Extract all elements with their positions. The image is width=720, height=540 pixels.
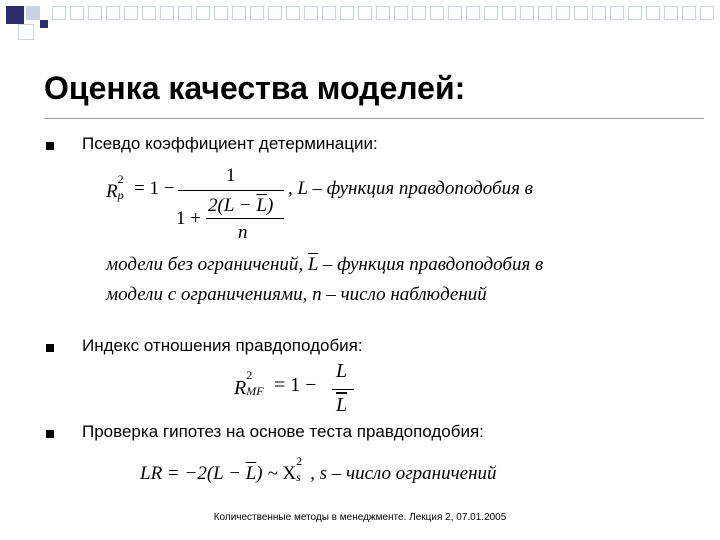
- formula1-line3: модели с ограничениями, n – число наблюдений: [106, 284, 487, 305]
- slide-title: Оценка качества моделей:: [44, 70, 466, 106]
- formula1-eq: = 1 −: [134, 178, 175, 199]
- formula2-lhs: R 2 MF: [234, 368, 264, 399]
- formula1-numerator: 1: [226, 165, 236, 186]
- slide-footer: Количественные методы в менеджменте. Лекция 2, 07.01.2005: [213, 512, 507, 523]
- formula1-lhs: R 2 p: [106, 172, 124, 202]
- bullet-3-text: Проверка гипотез на основе теста правдоподобия:: [82, 422, 484, 441]
- bullet-marker: [46, 430, 54, 438]
- inner-fraction-bar: [206, 218, 284, 219]
- bullet-marker: [46, 142, 54, 150]
- bullet-2-text: Индекс отношения правдоподобия:: [82, 336, 363, 355]
- formula2-numerator: L: [336, 360, 348, 382]
- decor-square-light: [26, 6, 40, 20]
- formula1-den-n: n: [238, 222, 248, 243]
- formula1-line2: модели без ограничений, $\overline{L}$ – функция правдоподобия в: [106, 254, 544, 275]
- decor-square-dark: [6, 6, 24, 24]
- decor-square-outline: [18, 24, 34, 40]
- formula1-den-inner: $2(L - \overline{L})$: [208, 195, 274, 216]
- formula1-after: , L – функция правдоподобия в: [288, 178, 533, 199]
- header-decoration: [0, 0, 720, 40]
- formula1-den-one: 1 +: [176, 208, 201, 229]
- formula2-eq: = 1 −: [274, 374, 317, 396]
- title-divider: [44, 118, 704, 119]
- decor-square-small: [40, 20, 48, 28]
- fraction-bar: [332, 389, 354, 390]
- formula-lr-test: LR = $-2(L - \overline{L})$ ~ Χ 2 s , s – число ограничений: [140, 454, 497, 484]
- bullet-marker: [46, 344, 54, 352]
- formula2-denominator: $\overline{L}$: [336, 394, 348, 416]
- fraction-bar: [178, 190, 284, 191]
- bullet-1-text: Псевдо коэффициент детерминации:: [82, 134, 378, 153]
